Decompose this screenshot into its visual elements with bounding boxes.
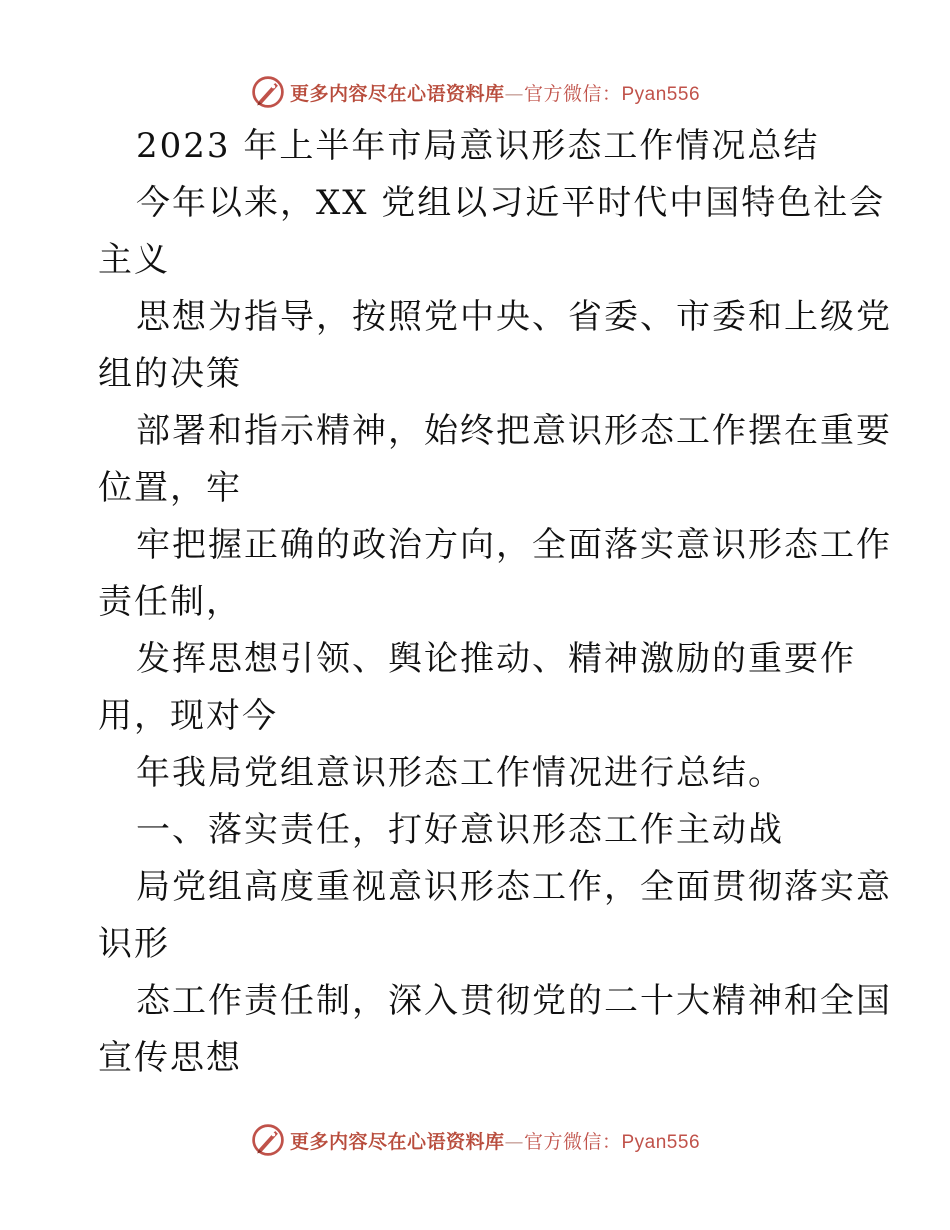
paragraph-line: 发挥思想引领、舆论推动、精神激励的重要作 — [136, 639, 856, 679]
paragraph-line: 部署和指示精神，始终把意识形态工作摆在重要 — [136, 411, 892, 451]
document-title: 2023 年上半年市局意识形态工作情况总结 — [136, 126, 820, 166]
watermark-dash: — — [504, 82, 524, 105]
watermark-dash: — — [504, 1130, 524, 1153]
watermark-brand: 更多内容尽在心语资料库 — [289, 82, 505, 105]
paragraph-line: 用，现对今 — [98, 696, 278, 736]
document-body — [98, 118, 892, 1087]
watermark-wechat-label: 官方微信： — [523, 82, 622, 105]
paragraph-line: 年我局党组意识形态工作情况进行总结。 — [136, 753, 784, 793]
paragraph-line: 组的决策 — [98, 354, 242, 394]
section-heading: 一、落实责任，打好意识形态工作主动战 — [136, 810, 784, 850]
paragraph-line: 位置，牢 — [98, 468, 242, 508]
watermark-brand: 更多内容尽在心语资料库 — [289, 1130, 505, 1153]
quill-pen-logo-icon — [250, 1122, 286, 1158]
paragraph-line: 今年以来，XX 党组以习近平时代中国特色社会 — [136, 183, 886, 223]
watermark-text — [290, 1127, 700, 1154]
watermark-header — [0, 70, 950, 114]
quill-pen-logo-icon — [250, 74, 286, 110]
watermark-text — [290, 79, 700, 106]
watermark-wechat-id: Pyan556 — [621, 83, 701, 105]
watermark-wechat-label: 官方微信： — [523, 1130, 622, 1153]
paragraph-line: 识形 — [98, 924, 170, 964]
paragraph-line: 局党组高度重视意识形态工作，全面贯彻落实意 — [136, 867, 892, 907]
paragraph-line: 牢把握正确的政治方向，全面落实意识形态工作 — [136, 525, 892, 565]
watermark-footer — [0, 1118, 950, 1162]
paragraph-line: 态工作责任制，深入贯彻党的二十大精神和全国 — [136, 981, 892, 1021]
watermark-wechat-id: Pyan556 — [621, 1131, 701, 1153]
paragraph-line: 责任制， — [98, 582, 242, 622]
paragraph-line: 宣传思想 — [98, 1038, 242, 1078]
paragraph-line: 思想为指导，按照党中央、省委、市委和上级党 — [136, 297, 892, 337]
paragraph-line: 主义 — [98, 240, 170, 280]
